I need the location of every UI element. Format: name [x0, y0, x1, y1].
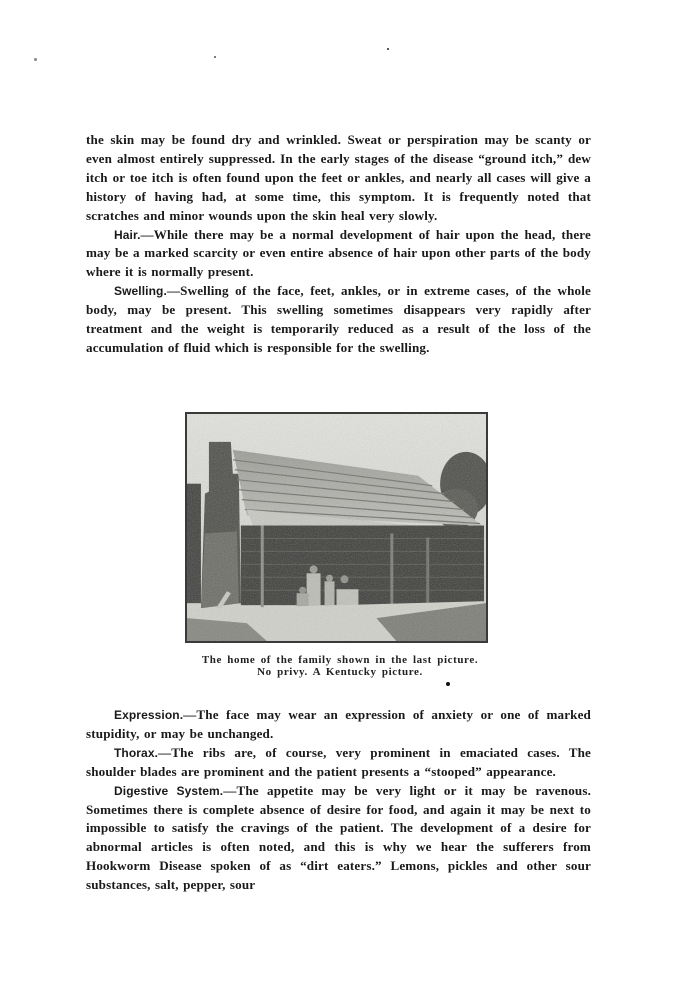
paragraph-skin	[86, 131, 591, 226]
section-heading-expression: Expression.	[114, 708, 184, 722]
caption-line: No privy. A Kentucky picture.	[257, 665, 423, 678]
figure-caption	[150, 655, 530, 678]
cabin-photo-drawing	[187, 414, 486, 641]
section-heading-hair: Hair.	[114, 227, 141, 242]
paragraph-text: the skin may be found dry and wrinkled. Sweat or perspiration may be scanty or even almost entirely suppressed. In the early stages of the disease “ground itch,” dew itch or toe itch is often found upon the feet or ankles, and nearly all cases will give a history of having had, at some time, this symptom. It is frequently noted that scratches and minor wounds upon the skin heal very slowly.	[86, 132, 591, 223]
cabin-photograph	[185, 412, 488, 643]
scan-speck	[446, 682, 450, 686]
body-text-bottom	[86, 706, 591, 895]
scan-speck	[214, 56, 216, 58]
body-text-top	[86, 131, 591, 358]
photo-grain	[187, 414, 486, 641]
paragraph-text: —The ribs are, of course, very prominent in emaciated cases. The shoulder blades are prominent and the patient presents a “stooped” appearance.	[86, 744, 591, 779]
paragraph-text: —The face may wear an expression of anxiety or one of marked stupidity, or may be unchanged.	[86, 707, 591, 741]
section-heading-thorax: Thorax.	[114, 745, 159, 760]
section-heading-digestive-system: Digestive System.	[114, 783, 224, 798]
scan-speck	[387, 48, 389, 50]
caption-line: The home of the family shown in the last picture.	[201, 654, 479, 666]
paragraph-expression	[86, 706, 591, 744]
paragraph-swelling	[86, 282, 591, 358]
paragraph-text: —While there may be a normal development of hair upon the head, there may be a marked scarcity or even entire absence of hair upon other parts of the body where it is normally present.	[86, 226, 591, 280]
paragraph-text: —The appetite may be very light or it may be ravenous. Sometimes there is complete absence of desire for food, and again it may be next to impossible to satisfy the cravings of the patient. The development of a desire for abnormal articles is often noted, and this is why we hear the sufferers from Hookworm Disease spoken of as “dirt eaters.” Lemons, pickles and other sour substances, salt, pepper, sour	[86, 782, 591, 893]
paragraph-text: —Swelling of the face, feet, ankles, or in extreme cases, of the whole body, may be present. This swelling sometimes disappears very rapidly after treatment and the weight is temporarily reduced as a result of the loss of the accumulation of fluid which is responsible for the swelling.	[86, 283, 591, 355]
paragraph-hair	[86, 226, 591, 283]
scan-speck	[34, 58, 37, 61]
paragraph-thorax	[86, 744, 591, 782]
paragraph-digestive-system	[86, 782, 591, 895]
section-heading-swelling: Swelling.	[114, 284, 167, 299]
